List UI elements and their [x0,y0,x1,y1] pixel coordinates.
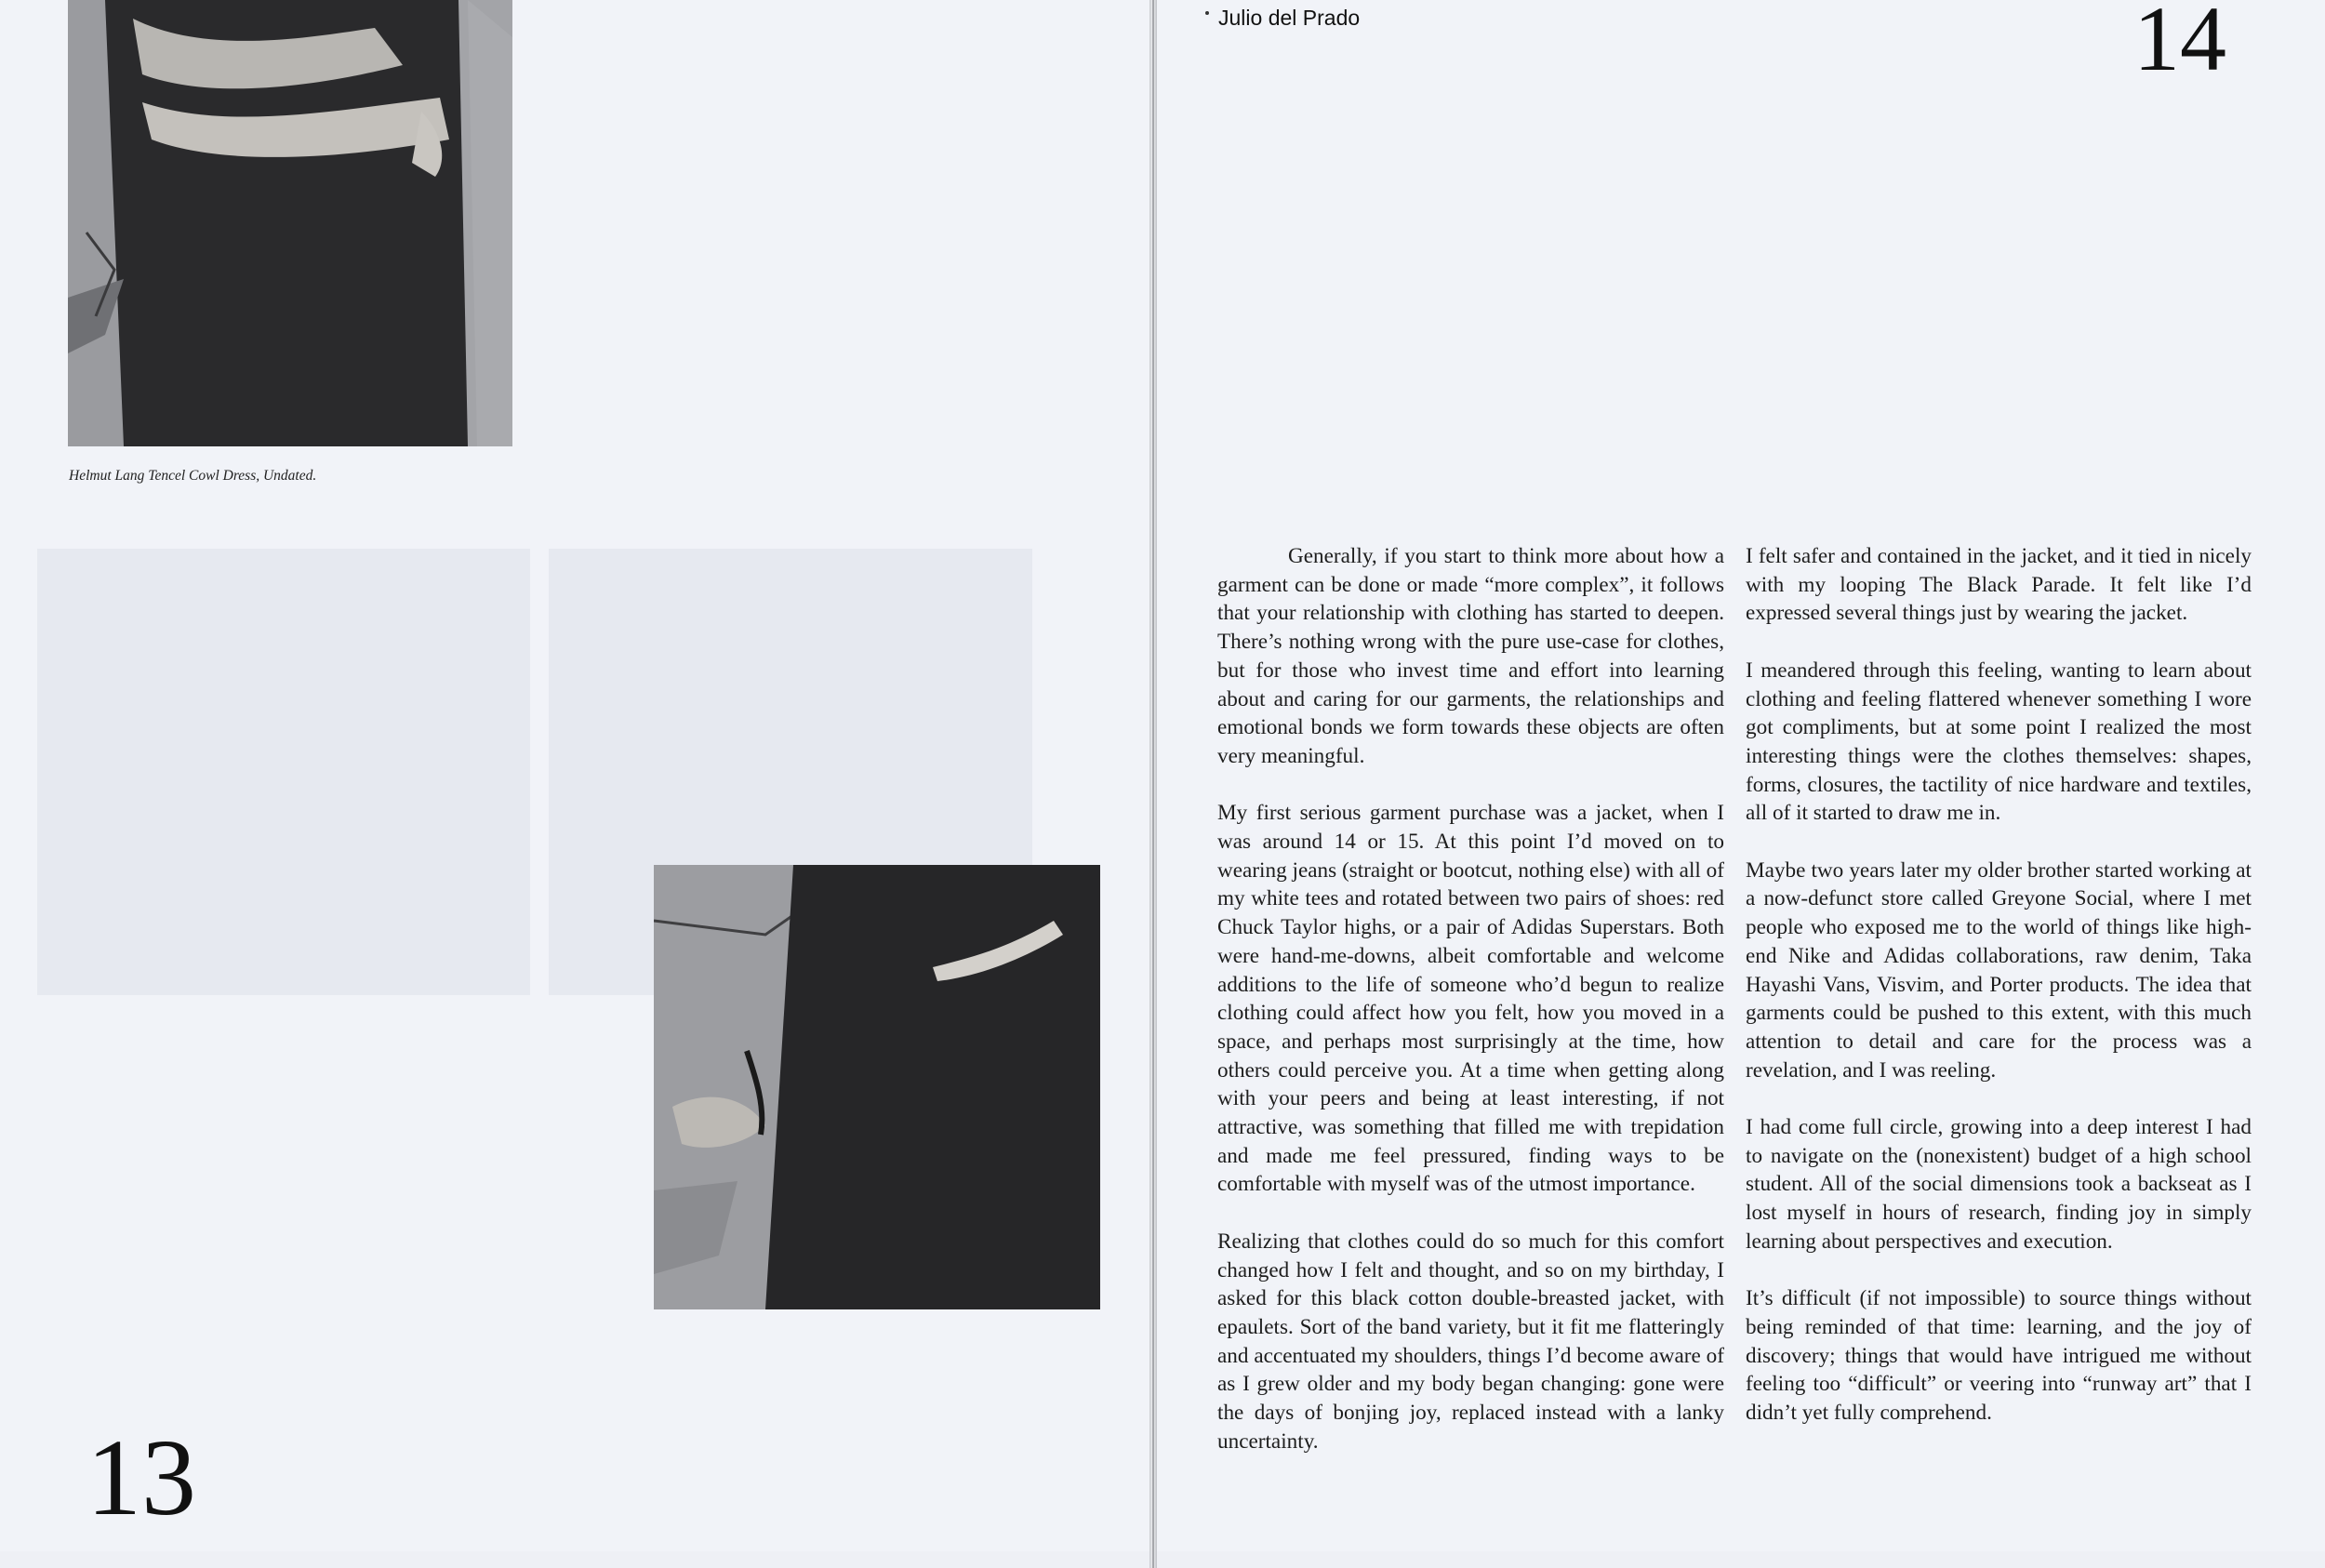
paragraph: Generally, if you start to think more about how a garment can be done or made “more complex”, it follows that your relationship with clothing has started to deepen. There’s nothing wrong with the pure use-case for clothes, but for those who invest time and effort into learning about and caring for our garments, the relationships and emotional bonds we form towards these objects are often very meaningful. [1217,544,1724,768]
article-column-right [1746,542,2252,1455]
photo-caption: Helmut Lang Tencel Cowl Dress, Undated. [69,468,317,484]
page-number-left: 13 [86,1416,196,1538]
left-page [0,0,1149,1551]
paragraph: My first serious garment purchase was a jacket, when I was around 14 or 15. At this point I’d moved on to wearing jeans (straight or bootcut, nothing else) with all of my white tees and rotated between two pairs of shoes: red Chuck Taylor highs, or a pair of Adidas Superstars. Both were hand-me-downs, albeit comfortable and welcome additions to the life of someone who’d begun to realize clothing could affect how you felt, how you moved in a space, and perhaps most surprisingly at the time, how others could perceive you. At a time when getting along with your peers and being at least interesting, if not attractive, was something that filled me with trepidation and made me feel pressured, finding ways to be comfortable with myself was of the utmost importance. [1217,801,1724,1197]
paragraph: I felt safer and contained in the jacket, and it tied in nicely with my looping The Black Parade. It felt like I’d expressed several things just by wearing the jacket. [1746,544,2252,626]
article-column-left [1217,542,1724,1484]
photo-dress-hand-holding-cord [654,865,1100,1309]
author-name: Julio del Prado [1218,6,1361,30]
paragraph: Maybe two years later my older brother started working at a now-defunct store called Greyone Social, where I met people who exposed me to the world of things like high-end Nike and Adidas collaborations, raw denim, Taka Hayashi Vans, Visvim, and Porter products. The idea that garments could be pushed to this extent, with this much attention to detail and care for the process was a revelation, and I was reeling. [1746,857,2252,1083]
paragraph: Realizing that clothes could do so much for this comfort changed how I felt and thought, and so on my birthday, I asked for this black cotton double-breasted jacket, with epaulets. Sort of the band variety, but it fit me flatteringly and accentuated my shoulders, things I’d become aware of as I grew older and my body began changing: gone were the days of bonjing joy, replaced instead with a lanky uncertainty. [1217,1229,1724,1454]
show-through-ghost [37,549,530,995]
bullet-mark [1205,11,1209,15]
page-number-right: 14 [2133,0,2226,90]
photo-arms-crossed-dress [68,0,512,446]
binding-stitch-line [1152,0,1154,1568]
paragraph: I meandered through this feeling, wanting to learn about clothing and feeling flattered whenever something I wore got compliments, but at some point I realized the most interesting things were the clothes themselves: shapes, forms, closures, the tactility of nice hardware and textiles, all of it started to draw me in. [1746,658,2252,826]
paragraph: I had come full circle, growing into a deep interest I had to navigate on the (nonexistent) budget of a high school student. All of the social dimensions took a backseat as I lost myself in hours of research, finding joy in simply learning about perspectives and execution. [1746,1115,2252,1254]
paragraph: It’s difficult (if not impossible) to source things without being reminded of that time: learning, and the joy of discovery; things that would have intrigued me without feeling too “difficult” or veering into “runway art” that I didn’t yet fully comprehend. [1746,1286,2252,1426]
